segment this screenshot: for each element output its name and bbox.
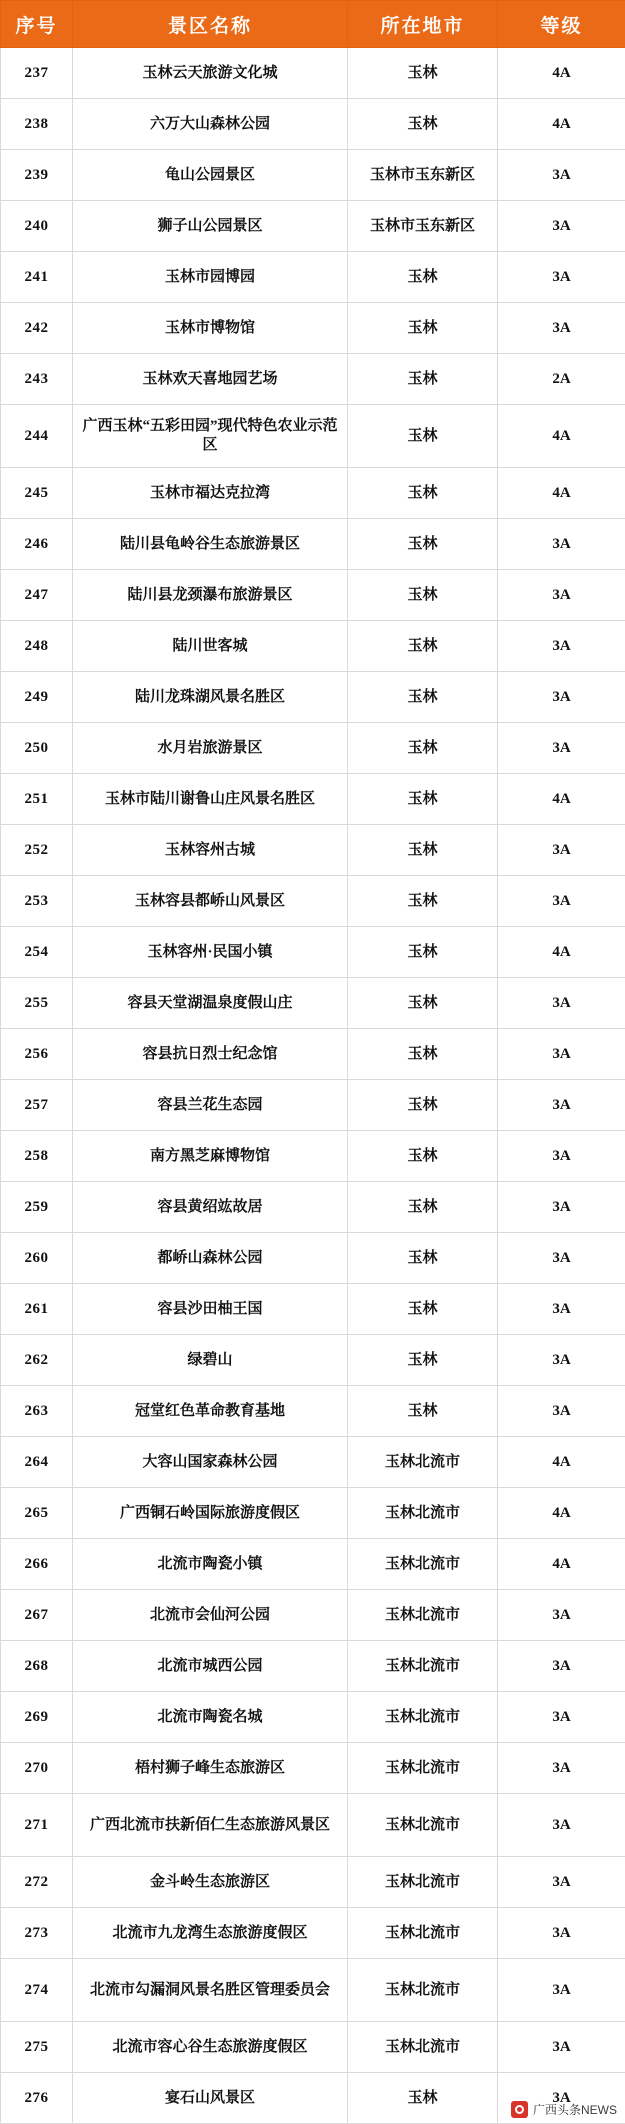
table-header	[1, 1, 625, 48]
table-row	[1, 1959, 625, 2022]
table-row	[1, 354, 625, 405]
table-row	[1, 1908, 625, 1959]
cell-index: 238	[1, 99, 73, 150]
table-row	[1, 1386, 625, 1437]
cell-level: 3A	[498, 723, 625, 774]
cell-index: 253	[1, 876, 73, 927]
cell-name: 金斗岭生态旅游区	[73, 1857, 348, 1908]
cell-index: 245	[1, 468, 73, 519]
cell-name: 容县抗日烈士纪念馆	[73, 1029, 348, 1080]
cell-name: 水月岩旅游景区	[73, 723, 348, 774]
cell-level: 3A	[498, 1959, 625, 2022]
cell-city: 玉林北流市	[348, 2022, 498, 2073]
table-row	[1, 978, 625, 1029]
cell-city: 玉林北流市	[348, 1539, 498, 1590]
table-row	[1, 1794, 625, 1857]
cell-level: 3A	[498, 1794, 625, 1857]
cell-index: 270	[1, 1743, 73, 1794]
cell-level: 3A	[498, 519, 625, 570]
cell-city: 玉林	[348, 1182, 498, 1233]
cell-name: 玉林市陆川谢鲁山庄风景名胜区	[73, 774, 348, 825]
cell-city: 玉林	[348, 927, 498, 978]
cell-level: 3A	[498, 201, 625, 252]
cell-name: 容县黄绍竑故居	[73, 1182, 348, 1233]
watermark-label: 广西头条NEWS	[533, 2101, 617, 2118]
cell-city: 玉林	[348, 1386, 498, 1437]
cell-index: 246	[1, 519, 73, 570]
cell-index: 255	[1, 978, 73, 1029]
cell-city: 玉林	[348, 468, 498, 519]
table-header-row	[1, 1, 625, 48]
cell-name: 玉林容州·民国小镇	[73, 927, 348, 978]
table-row	[1, 303, 625, 354]
cell-level: 4A	[498, 405, 625, 468]
cell-name: 北流市勾漏洞风景名胜区管理委员会	[73, 1959, 348, 2022]
table-row	[1, 621, 625, 672]
cell-city: 玉林	[348, 774, 498, 825]
cell-city: 玉林	[348, 1029, 498, 1080]
cell-level: 3A	[498, 1641, 625, 1692]
cell-level: 4A	[498, 927, 625, 978]
cell-city: 玉林	[348, 672, 498, 723]
cell-level: 3A	[498, 1386, 625, 1437]
cell-level: 3A	[498, 1182, 625, 1233]
cell-level: 3A	[498, 1131, 625, 1182]
cell-city: 玉林	[348, 978, 498, 1029]
table-row	[1, 201, 625, 252]
table-row	[1, 927, 625, 978]
cell-name: 北流市陶瓷小镇	[73, 1539, 348, 1590]
cell-name: 狮子山公园景区	[73, 201, 348, 252]
cell-city: 玉林	[348, 1131, 498, 1182]
cell-city: 玉林	[348, 2073, 498, 2124]
table-row	[1, 825, 625, 876]
cell-index: 240	[1, 201, 73, 252]
cell-city: 玉林北流市	[348, 1794, 498, 1857]
cell-index: 271	[1, 1794, 73, 1857]
table-row	[1, 1437, 625, 1488]
cell-city: 玉林北流市	[348, 1590, 498, 1641]
table-body	[1, 48, 625, 2124]
cell-city: 玉林市玉东新区	[348, 150, 498, 201]
cell-city: 玉林北流市	[348, 1437, 498, 1488]
cell-name: 南方黑芝麻博物馆	[73, 1131, 348, 1182]
cell-name: 绿碧山	[73, 1335, 348, 1386]
cell-level: 3A	[498, 150, 625, 201]
table-row	[1, 1284, 625, 1335]
column-header-index: 序号	[1, 1, 73, 48]
cell-index: 239	[1, 150, 73, 201]
cell-index: 273	[1, 1908, 73, 1959]
cell-name: 广西玉林“五彩田园”现代特色农业示范区	[73, 405, 348, 468]
cell-level: 3A	[498, 1080, 625, 1131]
cell-index: 241	[1, 252, 73, 303]
cell-name: 玉林容县都峤山风景区	[73, 876, 348, 927]
cell-level: 4A	[498, 1437, 625, 1488]
cell-index: 259	[1, 1182, 73, 1233]
cell-level: 3A	[498, 1692, 625, 1743]
cell-index: 257	[1, 1080, 73, 1131]
cell-name: 陆川世客城	[73, 621, 348, 672]
cell-name: 容县沙田柚王国	[73, 1284, 348, 1335]
cell-level: 3A	[498, 2073, 625, 2124]
table-row	[1, 774, 625, 825]
cell-name: 大容山国家森林公园	[73, 1437, 348, 1488]
cell-city: 玉林北流市	[348, 1743, 498, 1794]
cell-level: 4A	[498, 48, 625, 99]
cell-level: 3A	[498, 1284, 625, 1335]
cell-index: 244	[1, 405, 73, 468]
cell-name: 玉林市园博园	[73, 252, 348, 303]
cell-name: 六万大山森林公园	[73, 99, 348, 150]
cell-index: 242	[1, 303, 73, 354]
table-row	[1, 1182, 625, 1233]
cell-city: 玉林	[348, 876, 498, 927]
cell-name: 容县天堂湖温泉度假山庄	[73, 978, 348, 1029]
cell-index: 274	[1, 1959, 73, 2022]
cell-level: 3A	[498, 303, 625, 354]
cell-index: 261	[1, 1284, 73, 1335]
table-row	[1, 48, 625, 99]
cell-index: 263	[1, 1386, 73, 1437]
cell-name: 玉林市福达克拉湾	[73, 468, 348, 519]
cell-city: 玉林	[348, 1080, 498, 1131]
cell-name: 玉林容州古城	[73, 825, 348, 876]
watermark	[507, 2099, 621, 2120]
cell-city: 玉林	[348, 48, 498, 99]
cell-level: 4A	[498, 468, 625, 519]
cell-index: 269	[1, 1692, 73, 1743]
cell-index: 251	[1, 774, 73, 825]
column-header-level: 等级	[498, 1, 625, 48]
table-row	[1, 1131, 625, 1182]
table-row	[1, 1590, 625, 1641]
cell-name: 龟山公园景区	[73, 150, 348, 201]
table-row	[1, 1335, 625, 1386]
cell-level: 3A	[498, 1590, 625, 1641]
cell-index: 264	[1, 1437, 73, 1488]
cell-level: 3A	[498, 1233, 625, 1284]
cell-city: 玉林北流市	[348, 1857, 498, 1908]
cell-city: 玉林	[348, 1335, 498, 1386]
cell-name: 玉林云天旅游文化城	[73, 48, 348, 99]
cell-index: 276	[1, 2073, 73, 2124]
cell-city: 玉林市玉东新区	[348, 201, 498, 252]
cell-level: 3A	[498, 672, 625, 723]
cell-name: 陆川县龙颈瀑布旅游景区	[73, 570, 348, 621]
cell-level: 3A	[498, 978, 625, 1029]
cell-index: 272	[1, 1857, 73, 1908]
cell-level: 3A	[498, 252, 625, 303]
cell-index: 248	[1, 621, 73, 672]
cell-name: 北流市会仙河公园	[73, 1590, 348, 1641]
cell-name: 梧村狮子峰生态旅游区	[73, 1743, 348, 1794]
cell-level: 3A	[498, 2022, 625, 2073]
table-row	[1, 1641, 625, 1692]
cell-name: 宴石山风景区	[73, 2073, 348, 2124]
cell-level: 2A	[498, 354, 625, 405]
cell-index: 237	[1, 48, 73, 99]
cell-level: 3A	[498, 570, 625, 621]
cell-index: 265	[1, 1488, 73, 1539]
table-row	[1, 1029, 625, 1080]
cell-city: 玉林	[348, 519, 498, 570]
cell-city: 玉林北流市	[348, 1692, 498, 1743]
cell-index: 249	[1, 672, 73, 723]
cell-level: 4A	[498, 99, 625, 150]
cell-level: 4A	[498, 774, 625, 825]
cell-city: 玉林北流市	[348, 1908, 498, 1959]
cell-city: 玉林	[348, 825, 498, 876]
cell-index: 254	[1, 927, 73, 978]
table-row	[1, 1539, 625, 1590]
cell-index: 268	[1, 1641, 73, 1692]
column-header-city: 所在地市	[348, 1, 498, 48]
cell-level: 3A	[498, 1029, 625, 1080]
table-row	[1, 1857, 625, 1908]
cell-city: 玉林	[348, 1284, 498, 1335]
cell-level: 3A	[498, 1335, 625, 1386]
cell-name: 陆川龙珠湖风景名胜区	[73, 672, 348, 723]
cell-index: 262	[1, 1335, 73, 1386]
cell-level: 3A	[498, 621, 625, 672]
cell-name: 冠堂红色革命教育基地	[73, 1386, 348, 1437]
cell-city: 玉林北流市	[348, 1959, 498, 2022]
cell-city: 玉林	[348, 99, 498, 150]
cell-name: 广西铜石岭国际旅游度假区	[73, 1488, 348, 1539]
table-row	[1, 519, 625, 570]
cell-name: 都峤山森林公园	[73, 1233, 348, 1284]
column-header-name: 景区名称	[73, 1, 348, 48]
table-row	[1, 1692, 625, 1743]
cell-name: 玉林欢天喜地园艺场	[73, 354, 348, 405]
cell-index: 275	[1, 2022, 73, 2073]
cell-index: 252	[1, 825, 73, 876]
cell-name: 北流市容心谷生态旅游度假区	[73, 2022, 348, 2073]
cell-name: 北流市城西公园	[73, 1641, 348, 1692]
cell-name: 北流市陶瓷名城	[73, 1692, 348, 1743]
cell-index: 250	[1, 723, 73, 774]
cell-level: 3A	[498, 1857, 625, 1908]
cell-city: 玉林	[348, 303, 498, 354]
cell-level: 3A	[498, 876, 625, 927]
cell-index: 267	[1, 1590, 73, 1641]
cell-city: 玉林	[348, 252, 498, 303]
cell-city: 玉林	[348, 354, 498, 405]
cell-level: 4A	[498, 1488, 625, 1539]
cell-index: 258	[1, 1131, 73, 1182]
table-row	[1, 468, 625, 519]
table-row	[1, 1080, 625, 1131]
cell-level: 3A	[498, 1743, 625, 1794]
table-row	[1, 1233, 625, 1284]
table-row	[1, 672, 625, 723]
cell-city: 玉林	[348, 570, 498, 621]
table-row	[1, 1743, 625, 1794]
news-logo-icon	[511, 2101, 528, 2118]
table-row	[1, 2022, 625, 2073]
cell-city: 玉林北流市	[348, 1641, 498, 1692]
cell-level: 3A	[498, 825, 625, 876]
cell-index: 256	[1, 1029, 73, 1080]
table-row	[1, 570, 625, 621]
table-row	[1, 1488, 625, 1539]
table-row	[1, 405, 625, 468]
cell-city: 玉林	[348, 1233, 498, 1284]
cell-level: 4A	[498, 1539, 625, 1590]
cell-index: 243	[1, 354, 73, 405]
table-row	[1, 150, 625, 201]
cell-name: 北流市九龙湾生态旅游度假区	[73, 1908, 348, 1959]
cell-name: 陆川县龟岭谷生态旅游景区	[73, 519, 348, 570]
table-row	[1, 876, 625, 927]
cell-index: 247	[1, 570, 73, 621]
cell-name: 容县兰花生态园	[73, 1080, 348, 1131]
cell-city: 玉林北流市	[348, 1488, 498, 1539]
table-row	[1, 723, 625, 774]
cell-name: 玉林市博物馆	[73, 303, 348, 354]
cell-city: 玉林	[348, 723, 498, 774]
table-row	[1, 99, 625, 150]
cell-city: 玉林	[348, 621, 498, 672]
cell-index: 260	[1, 1233, 73, 1284]
table-row	[1, 252, 625, 303]
cell-name: 广西北流市扶新佰仁生态旅游风景区	[73, 1794, 348, 1857]
cell-city: 玉林	[348, 405, 498, 468]
cell-index: 266	[1, 1539, 73, 1590]
cell-level: 3A	[498, 1908, 625, 1959]
